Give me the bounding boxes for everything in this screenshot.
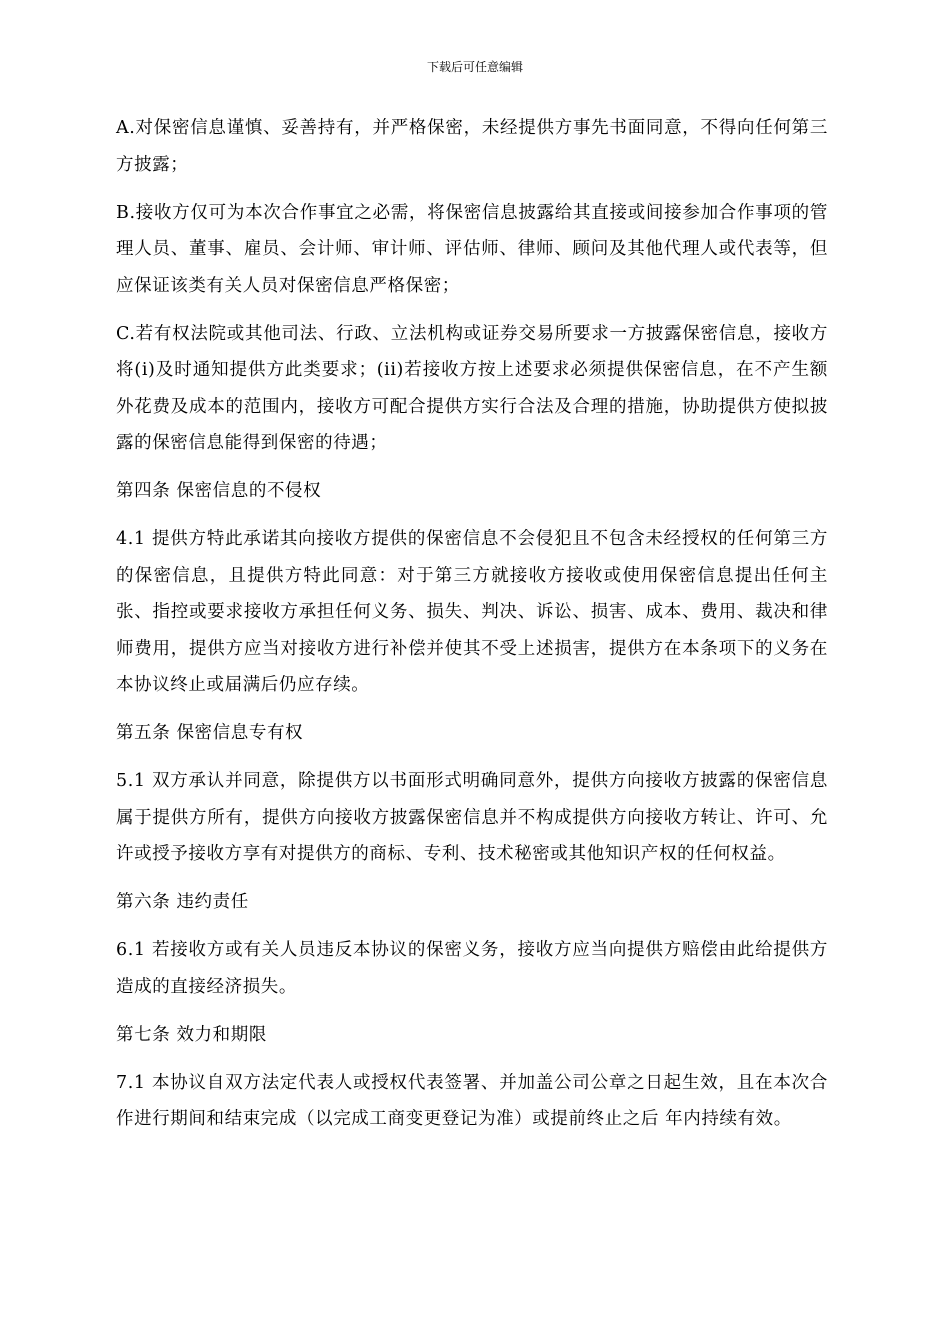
clause-5-1: 5.1 双方承认并同意，除提供方以书面形式明确同意外，提供方向接收方披露的保密信息属于提供方所有，提供方向接收方披露保密信息并不构成提供方向接收方转让、许可、允许或授予接收方享有对提供方的商标、专利、技术秘密或其他知识产权的任何权益。 [116, 771, 828, 864]
clause-item-b: B.接收方仅可为本次合作事宜之必需，将保密信息披露给其直接或间接参加合作事项的管理人员、董事、雇员、会计师、审计师、评估师、律师、顾问及其他代理人或代表等，但应保证该类有关人员对保密信息严格保密； [116, 202, 828, 296]
article-heading-6: 第六条 违约责任 [116, 892, 249, 912]
document-body [116, 110, 828, 1149]
clause-item-c: C.若有权法院或其他司法、行政、立法机构或证券交易所要求一方披露保密信息，接收方将(i)及时通知提供方此类要求；(ii)若接收方按上述要求必须提供保密信息，在不产生额外花费及成本的范围内，接收方可配合提供方实行合法及合理的措施，协助提供方使拟披露的保密信息能得到保密的待遇； [116, 323, 828, 453]
clause-7-1: 7.1 本协议自双方法定代表人或授权代表签署、并加盖公司公章之日起生效，且在本次合作进行期间和结束完成（以完成工商变更登记为准）或提前终止之后 年内持续有效。 [116, 1072, 828, 1129]
article-heading-4: 第四条 保密信息的不侵权 [116, 481, 322, 501]
clause-6-1: 6.1 若接收方或有关人员违反本协议的保密义务，接收方应当向提供方赔偿由此给提供方造成的直接经济损失。 [116, 940, 828, 997]
clause-item-a: A.对保密信息谨慎、妥善持有，并严格保密，未经提供方事先书面同意，不得向任何第三方披露； [116, 118, 828, 175]
article-heading-7: 第七条 效力和期限 [116, 1024, 267, 1045]
page-header: 下载后可任意编辑 [426, 60, 523, 74]
clause-4-1: 4.1 提供方特此承诺其向接收方提供的保密信息不会侵犯且不包含未经授权的任何第三方的保密信息，且提供方特此同意：对于第三方就接收方接收或使用保密信息提出任何主张、指控或要求接收方承担任何义务、损失、判决、诉讼、损害、成本、费用、裁决和律师费用，提供方应当对接收方进行补偿并使其不受上述损害，提供方在本条项下的义务在本协议终止或届满后仍应存续。 [116, 529, 828, 695]
article-heading-5: 第五条 保密信息专有权 [116, 723, 304, 743]
